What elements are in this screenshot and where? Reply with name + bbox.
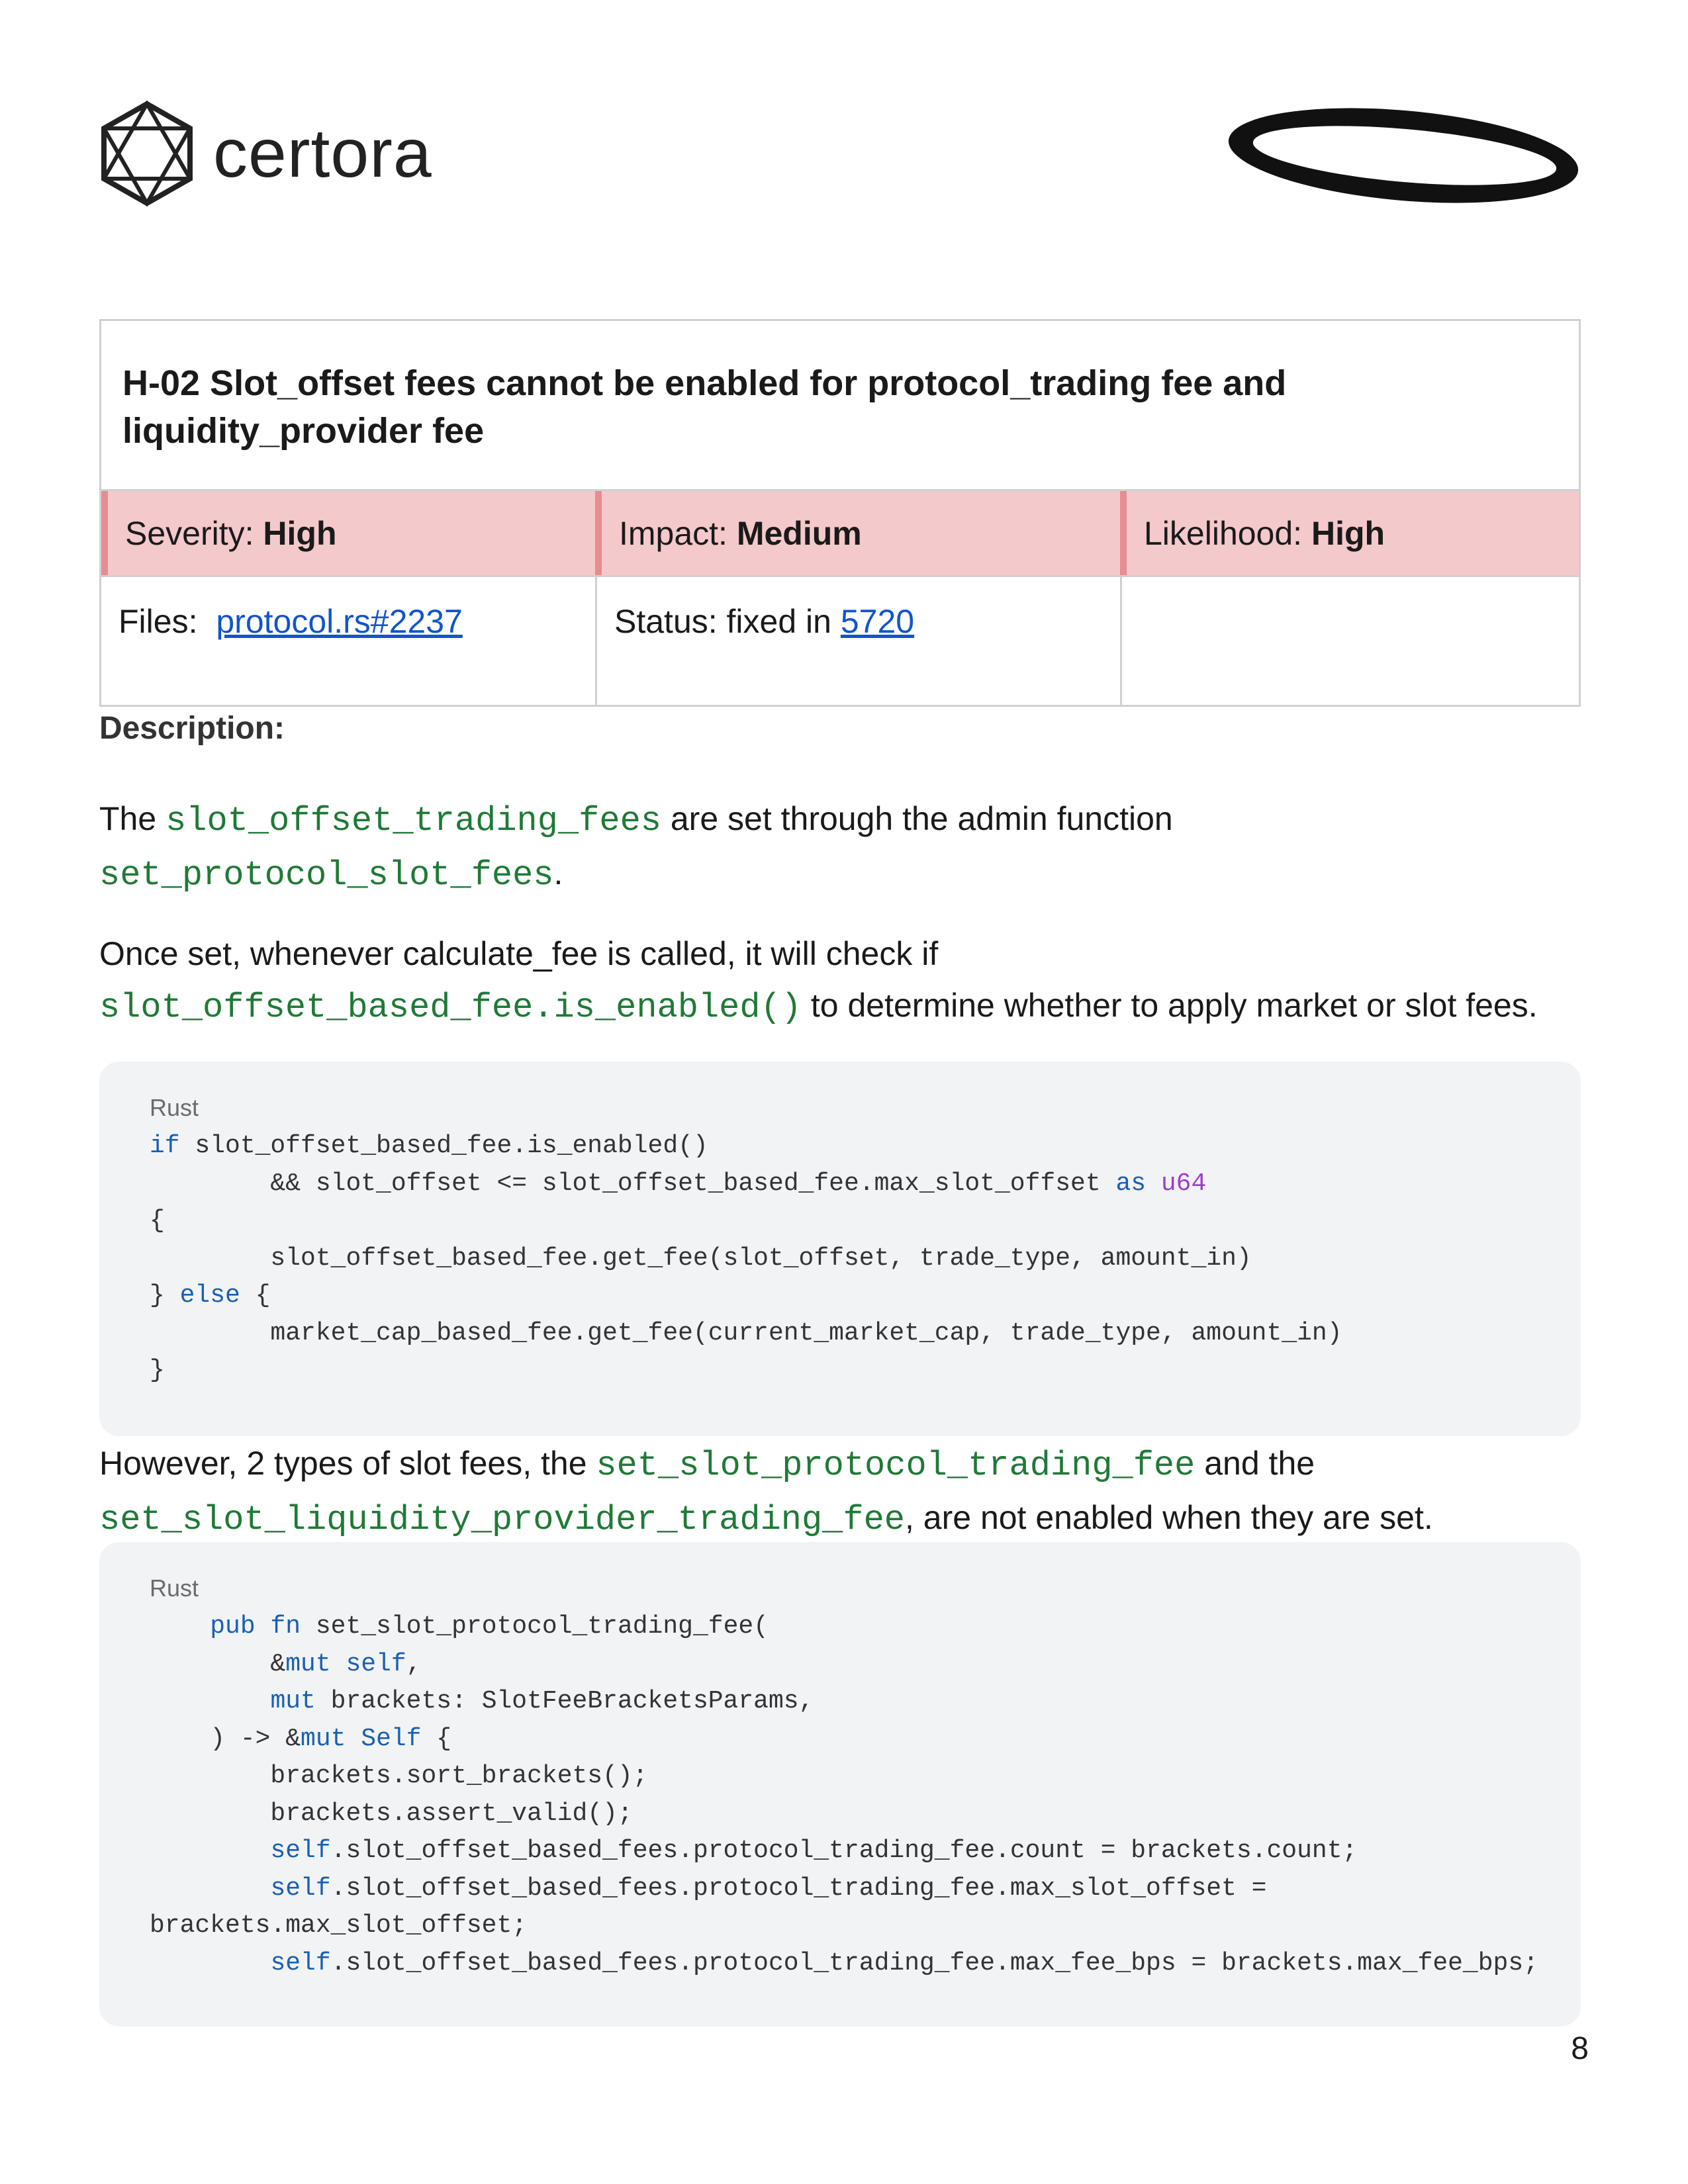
likelihood-value: High <box>1311 514 1385 552</box>
description-heading: Description: <box>99 711 285 746</box>
severity-cell: Severity: High <box>101 491 595 575</box>
risk-row <box>101 489 1579 575</box>
inline-code: slot_offset_trading_fees <box>165 801 661 841</box>
impact-cell: Impact: Medium <box>595 491 1120 575</box>
code-language: Rust <box>150 1574 199 1602</box>
code-content: if slot_offset_based_fee.is_enabled() && slot_offset <= slot_offset_based_fee.max_slot_offset as u64 { slot_offset_based_fee.get_fee(slot_offset, trade_type, amount_in) } else { market_cap_based_fee.get_fee(current_market_cap, trade_type, amount_in) } <box>150 1132 1342 1385</box>
certora-logo <box>101 101 432 206</box>
code-block-2 <box>99 1542 1581 2026</box>
description-paragraph-2: Once set, whenever calculate_fee is called, it will check if slot_offset_based_fee.is_enabled() to determine whether to apply market or slot fees. <box>99 935 1538 1027</box>
severity-value: High <box>263 514 337 552</box>
code-language: Rust <box>150 1094 199 1121</box>
code-content: pub fn set_slot_protocol_trading_fee( &mut self, mut brackets: SlotFeeBracketsParams, ) -> &mut Self { brackets.sort_brackets(); brackets.assert_valid(); self.slot_offset_based_fees.protocol_trading_fee.count = brackets.count; self.slot_offset_based_fees.protocol_trading_fee.max_slot_offset = brackets.max_slot_offset; self.slot_offset_based_fees.protocol_trading_fee.max_fee_bps = brackets.max_fee_bps; <box>150 1612 1538 1978</box>
status-cell: Status: fixed in 5720 <box>595 577 1120 705</box>
status-link[interactable]: 5720 <box>840 603 915 640</box>
certora-logo-icon <box>101 101 193 206</box>
files-link[interactable]: protocol.rs#2237 <box>216 603 463 640</box>
description-paragraph-3: However, 2 types of slot fees, the set_slot_protocol_trading_fee and the set_slot_liquidity_provider_trading_fee, are not enabled when they are set. <box>99 1445 1433 1539</box>
inline-code: slot_offset_based_fee.is_enabled() <box>99 988 802 1027</box>
brand-name: certora <box>213 115 432 192</box>
inline-code: set_protocol_slot_fees <box>99 856 554 895</box>
inline-code: set_slot_protocol_trading_fee <box>596 1446 1196 1485</box>
finding-title: H-02 Slot_offset fees cannot be enabled for protocol_trading fee and liquidity_provider fee <box>122 363 1287 451</box>
description-paragraph-1: The slot_offset_trading_fees are set through the admin function set_protocol_slot_fees. <box>99 800 1173 895</box>
code-block-1 <box>99 1062 1581 1436</box>
ring-graphic-icon <box>1218 99 1589 212</box>
files-row <box>101 575 1579 705</box>
empty-cell <box>1120 577 1579 705</box>
page-number: 8 <box>1571 2031 1589 2066</box>
files-cell: Files: protocol.rs#2237 <box>118 603 463 640</box>
likelihood-cell: Likelihood: High <box>1120 491 1579 575</box>
finding-table <box>99 319 1581 707</box>
impact-value: Medium <box>736 514 862 552</box>
inline-code: set_slot_liquidity_provider_trading_fee <box>99 1500 905 1539</box>
